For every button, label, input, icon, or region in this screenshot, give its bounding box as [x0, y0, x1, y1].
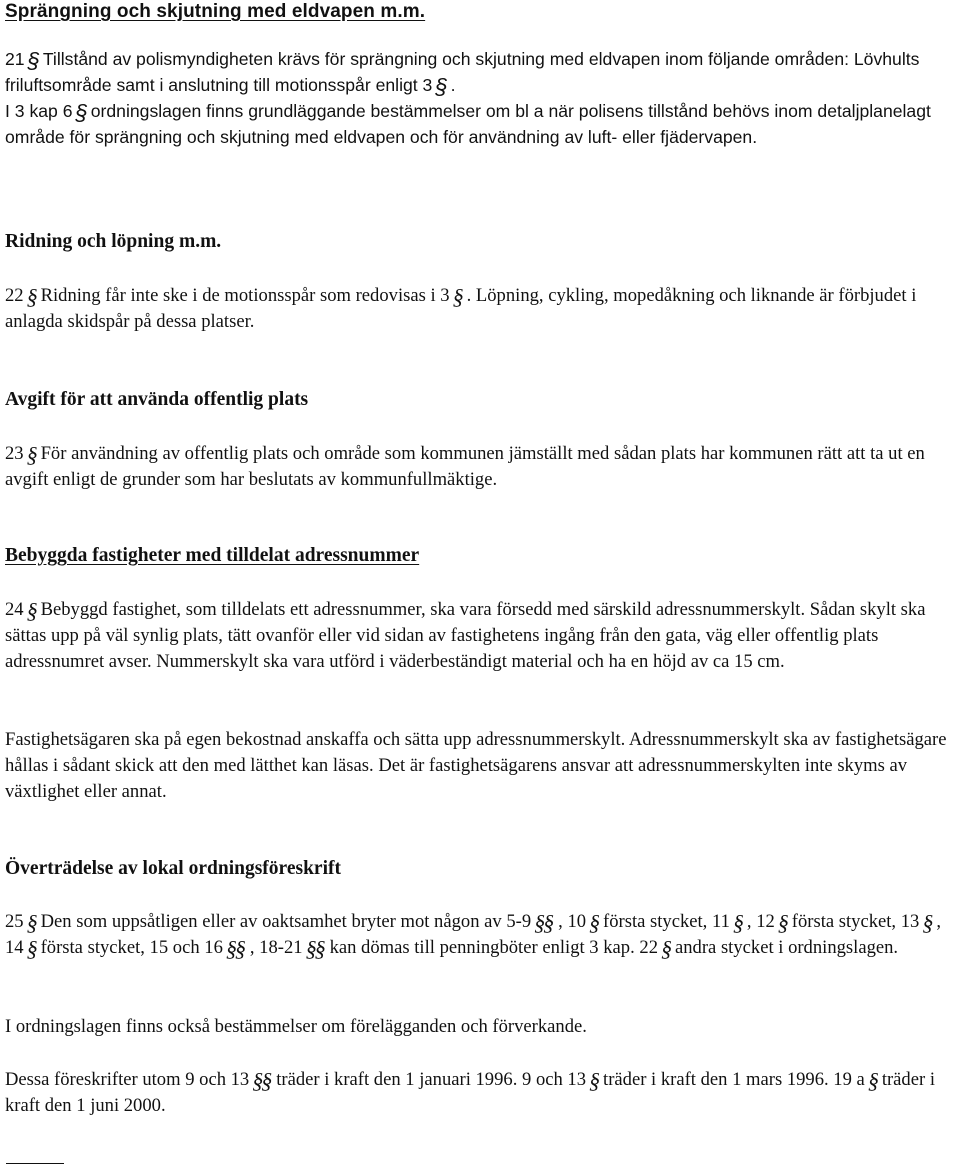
footnote-divider: [6, 1163, 64, 1164]
section-sign-icon: §: [27, 48, 40, 73]
paragraph-25: 25 § Den som uppsåtligen eller av oaktsamhet bryter mot någon av 5-9 §§ , 10 § första stycket, 11 § , 12 § första stycket, 13 § , 14 § första stycket, 15 och 16 §§ , 18-21 §§ kan dömas till penningböter enligt 3 kap. 22 § andra stycket i ordningslagen.: [5, 910, 941, 961]
section-sign-icon: §: [26, 598, 38, 623]
section-heading-blasting: Sprängning och skjutning med eldvapen m.m.: [5, 1, 426, 22]
section-sign-icon: §: [26, 936, 38, 961]
paragraph-number: 21: [5, 49, 25, 69]
paragraph-number: 23: [5, 443, 24, 464]
double-section-sign-icon: §§: [225, 936, 244, 961]
section-sign-icon: §: [26, 284, 38, 309]
section-sign-icon: §: [452, 284, 464, 309]
section-sign-icon: §: [589, 910, 601, 935]
section-heading-violation: Överträdelse av lokal ordningsföreskrift: [5, 858, 341, 879]
double-section-sign-icon: §§: [252, 1068, 271, 1093]
paragraph-number: 25: [5, 911, 24, 932]
section-sign-icon: §: [922, 910, 934, 935]
paragraph-24-owner: Fastighetsägaren ska på egen bekostnad anskaffa och sätta upp adressnummerskylt. Adressnummerskylt ska av fastighetsägare hållas i sådant skick att den med lätthet kan läsas. Det är fastighetsägarens ansvar att adressnummerskylten inte skyms av växtlighet eller annat.: [5, 729, 947, 802]
paragraph-number: 24: [5, 599, 24, 620]
paragraph-21: 21 § Tillstånd av polismyndigheten krävs för sprängning och skjutning med eldvapen inom följande områden: Lövhults friluftsområde samt i anslutning till motionsspår enligt 3 § . I 3 kap 6 § ordningslagen finns grundläggande bestämmelser om bl a när polisens tillstånd behövs inom detaljplanelagt område för sprängning och skjutning med eldvapen och för användning av luft- eller fjädervapen.: [5, 48, 931, 147]
paragraph-23: 23 § För användning av offentlig plats och område som kommunen jämställt med sådan plats har kommunen rätt att ta ut en avgift enligt de grunder som har beslutats av kommunfullmäktige.: [5, 442, 925, 490]
paragraph-25-orders: I ordningslagen finns också bestämmelser om förelägganden och förverkande.: [5, 1016, 587, 1037]
double-section-sign-icon: §§: [305, 936, 324, 961]
section-sign-icon: §: [589, 1068, 601, 1093]
double-section-sign-icon: §§: [534, 910, 553, 935]
paragraph-22: 22 § Ridning får inte ske i de motionsspår som redovisas i 3 § . Löpning, cykling, mopedåkning och liknande är förbjudet i anlagda skidspår på dessa platser.: [5, 284, 917, 332]
section-sign-icon: §: [75, 100, 88, 125]
paragraph-effective-dates: Dessa föreskrifter utom 9 och 13 §§ träder i kraft den 1 januari 1996. 9 och 13 § träder i kraft den 1 mars 1996. 19 a § träder i kraft den 1 juni 2000.: [5, 1068, 935, 1116]
paragraph-24: 24 § Bebyggd fastighet, som tilldelats ett adressnummer, ska vara försedd med särskild adressnummerskylt. Sådan skylt ska sättas upp på väl synlig plats, tätt ovanför eller vid sidan av fastighetens ingång från den gata, väg eller offentlig plats adressnumret avser. Nummerskylt ska vara utförd i väderbeständigt material och ha en höjd av ca 15 cm.: [5, 598, 926, 672]
paragraph-number: 22: [5, 285, 24, 306]
section-sign-icon: §: [732, 910, 744, 935]
section-heading-fee: Avgift för att använda offentlig plats: [5, 389, 309, 410]
section-heading-address: Bebyggda fastigheter med tilldelat adressnummer: [5, 545, 420, 566]
section-sign-icon: §: [435, 74, 448, 99]
section-sign-icon: §: [26, 910, 38, 935]
section-sign-icon: §: [661, 936, 672, 961]
section-sign-icon: §: [867, 1068, 879, 1093]
section-sign-icon: §: [777, 910, 789, 935]
section-sign-icon: §: [26, 442, 38, 467]
section-heading-riding: Ridning och löpning m.m.: [5, 231, 222, 252]
